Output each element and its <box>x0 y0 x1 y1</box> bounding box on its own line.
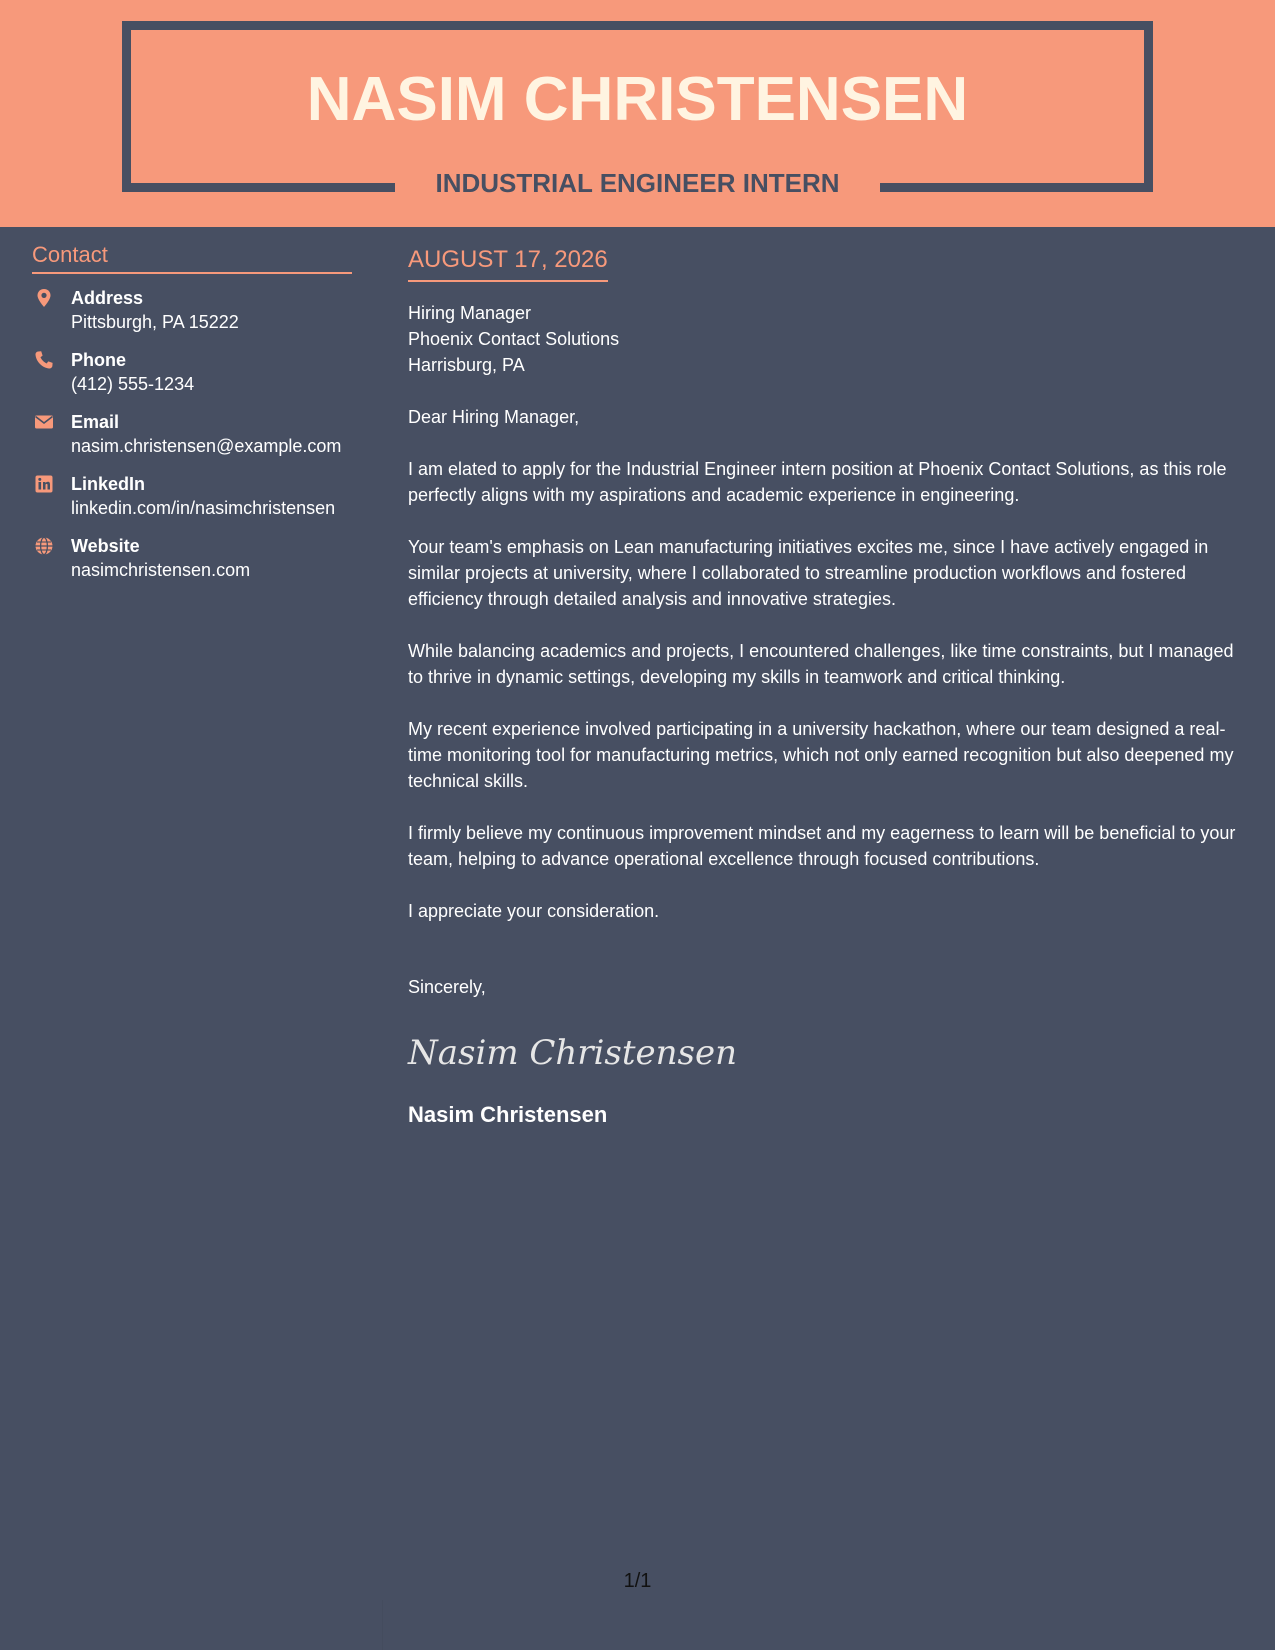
job-title: INDUSTRIAL ENGINEER INTERN <box>435 168 840 198</box>
contact-label: Phone <box>71 350 127 370</box>
contact-heading: Contact <box>32 240 352 274</box>
header-banner <box>0 0 1275 227</box>
recipient-line: Phoenix Contact Solutions <box>408 329 620 349</box>
contact-sidebar <box>32 240 352 596</box>
globe-icon <box>34 536 54 556</box>
letter-paragraph: I firmly believe my continuous improvement mindset and my eagerness to learn will be beneficial to your team, helping to advance operational excellence through focused contributions. <box>408 823 1236 869</box>
contact-label: Email <box>71 412 120 432</box>
recipient-block <box>408 300 1248 378</box>
closing: Sincerely, <box>408 977 486 997</box>
contact-label: Website <box>71 536 140 556</box>
salutation: Dear Hiring Manager, <box>408 407 580 427</box>
letter-paragraph: I appreciate your consideration. <box>408 901 660 921</box>
contact-value: linkedin.com/in/nasimchristensen <box>71 498 336 518</box>
map-pin-icon <box>34 288 54 308</box>
column-divider <box>382 1600 383 1650</box>
recipient-line: Harrisburg, PA <box>408 355 525 375</box>
applicant-name: NASIM CHRISTENSEN <box>306 65 969 134</box>
contact-item-phone <box>32 348 352 396</box>
linkedin-icon <box>34 474 54 494</box>
contact-item-email <box>32 410 352 458</box>
phone-icon <box>34 350 54 370</box>
page-number: 1/1 <box>623 1570 652 1592</box>
envelope-icon <box>34 412 54 432</box>
contact-item-linkedin <box>32 472 352 520</box>
signature: Nasim Christensen <box>408 1033 738 1073</box>
contact-value: Pittsburgh, PA 15222 <box>71 312 239 332</box>
recipient-line: Hiring Manager <box>408 303 532 323</box>
signed-name: Nasim Christensen <box>408 1102 608 1127</box>
letter-date: AUGUST 17, 2026 <box>408 244 608 282</box>
contact-item-address <box>32 286 352 334</box>
letter-body <box>408 244 1248 1130</box>
contact-item-website <box>32 534 352 582</box>
letter-paragraph: Your team's emphasis on Lean manufacturing initiatives excites me, since I have actively engaged in similar projects at university, where I collaborated to streamline production workflows and fostered efficiency through detailed analysis and innovative strategies. <box>408 537 1209 609</box>
contact-value: (412) 555-1234 <box>71 374 195 394</box>
contact-label: Address <box>71 288 144 308</box>
contact-label: LinkedIn <box>71 474 146 494</box>
letter-paragraph: While balancing academics and projects, I encountered challenges, like time constraints, but I managed to thrive in dynamic settings, developing my skills in teamwork and critical thinking. <box>408 641 1234 687</box>
contact-value: nasimchristensen.com <box>71 560 251 580</box>
letter-paragraph: My recent experience involved participating in a university hackathon, where our team designed a real-time monitoring tool for manufacturing metrics, which not only earned recognition but also deepened my technical skills. <box>408 719 1234 791</box>
letter-paragraph: I am elated to apply for the Industrial Engineer intern position at Phoenix Contact Solutions, as this role perfectly aligns with my aspirations and academic experience in engineering. <box>408 459 1227 505</box>
contact-value: nasim.christensen@example.com <box>71 436 342 456</box>
